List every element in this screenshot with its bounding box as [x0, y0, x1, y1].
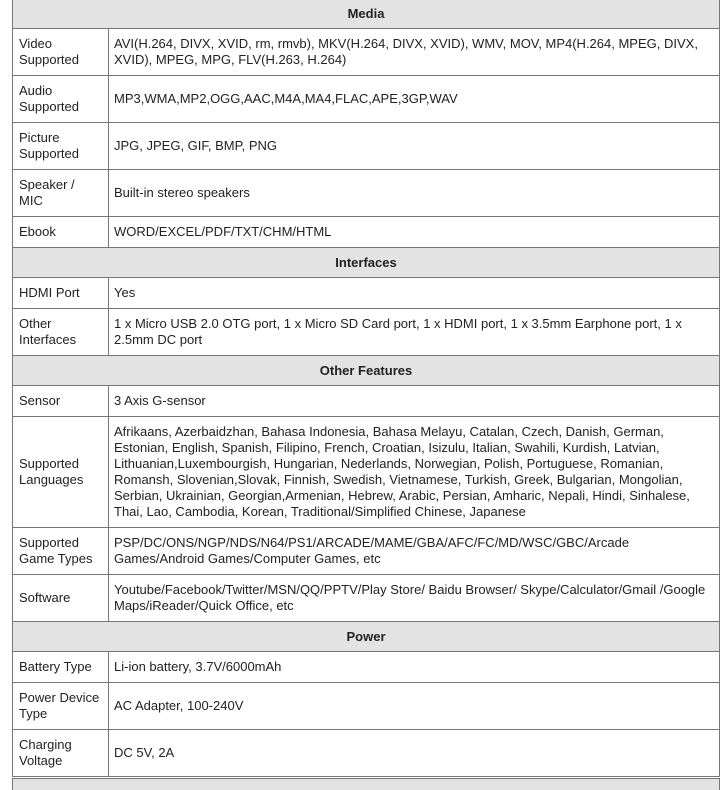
table-row — [13, 528, 720, 575]
row-value: PSP/DC/ONS/NGP/NDS/N64/PS1/ARCADE/MAME/GBA/AFC/FC/MD/WSC/GBC/Arcade Games/Android Games/Computer Games, etc — [109, 528, 720, 575]
row-label: Battery Type — [13, 652, 109, 683]
row-label: Video Supported — [13, 29, 109, 76]
table-row — [13, 217, 720, 248]
table-row — [13, 652, 720, 683]
row-label: Audio Supported — [13, 76, 109, 123]
table-row — [13, 386, 720, 417]
row-value: Youtube/Facebook/Twitter/MSN/QQ/PPTV/Play Store/ Baidu Browser/ Skype/Calculator/Gmail /Google Maps/iReader/Quick Office, etc — [109, 575, 720, 622]
section-header-media — [13, 0, 720, 29]
table-row — [13, 730, 720, 777]
table-row — [13, 417, 720, 528]
table-row — [13, 170, 720, 217]
section-title: Media — [13, 0, 720, 29]
row-value: WORD/EXCEL/PDF/TXT/CHM/HTML — [109, 217, 720, 248]
row-label: Supported Game Types — [13, 528, 109, 575]
row-value: Yes — [109, 278, 720, 309]
row-value: Built-in stereo speakers — [109, 170, 720, 217]
row-value: AC Adapter, 100-240V — [109, 683, 720, 730]
row-value: AVI(H.264, DIVX, XVID, rm, rmvb), MKV(H.264, DIVX, XVID), WMV, MOV, MP4(H.264, MPEG, DIVX, XVID), MPEG, MPG, FLV(H.263, H.264) — [109, 29, 720, 76]
row-label: Speaker / MIC — [13, 170, 109, 217]
next-section-header-edge — [12, 778, 720, 790]
row-value: DC 5V, 2A — [109, 730, 720, 777]
row-label: Picture Supported — [13, 123, 109, 170]
section-header-other-features — [13, 356, 720, 386]
table-row — [13, 278, 720, 309]
row-label: Software — [13, 575, 109, 622]
row-label: Other Interfaces — [13, 309, 109, 356]
row-label: Ebook — [13, 217, 109, 248]
row-label: Charging Voltage — [13, 730, 109, 777]
row-label: HDMI Port — [13, 278, 109, 309]
table-row — [13, 76, 720, 123]
table-row — [13, 309, 720, 356]
section-title: Power — [13, 622, 720, 652]
row-value: Li-ion battery, 3.7V/6000mAh — [109, 652, 720, 683]
row-label: Sensor — [13, 386, 109, 417]
section-header-power — [13, 622, 720, 652]
row-value: MP3,WMA,MP2,OGG,AAC,M4A,MA4,FLAC,APE,3GP,WAV — [109, 76, 720, 123]
table-row — [13, 683, 720, 730]
table-row — [13, 123, 720, 170]
row-label: Power Device Type — [13, 683, 109, 730]
section-title: Interfaces — [13, 248, 720, 278]
row-value: 3 Axis G-sensor — [109, 386, 720, 417]
row-label: Supported Languages — [13, 417, 109, 528]
row-value: JPG, JPEG, GIF, BMP, PNG — [109, 123, 720, 170]
row-value: 1 x Micro USB 2.0 OTG port, 1 x Micro SD Card port, 1 x HDMI port, 1 x 3.5mm Earphone port, 1 x 2.5mm DC port — [109, 309, 720, 356]
table-row — [13, 575, 720, 622]
row-value: Afrikaans, Azerbaidzhan, Bahasa Indonesia, Bahasa Melayu, Catalan, Czech, Danish, German, Estonian, English, Spanish, Filipino, French, Croatian, Isizulu, Italian, Swahili, Kurdish, Latvian, Lithuanian,Luxembourgish, Hungarian, Nederlands, Norwegian, Polish, Portuguese, Romanian, Romansh, Slovenian,Slovak, Finnish, Swedish, Vietnamese, Turkish, Greek, Bulgarian, Mongolian, Serbian, Ukrainian, Georgian,Armenian, Hebrew, Arabic, Persian, Amharic, Nepali, Hindi, Sinhalese, Thai, Lao, Cambodia, Korean, Traditional/Simplified Chinese, Japanese — [109, 417, 720, 528]
table-row — [13, 29, 720, 76]
section-header-interfaces — [13, 248, 720, 278]
spec-table — [12, 0, 720, 777]
section-title: Other Features — [13, 356, 720, 386]
